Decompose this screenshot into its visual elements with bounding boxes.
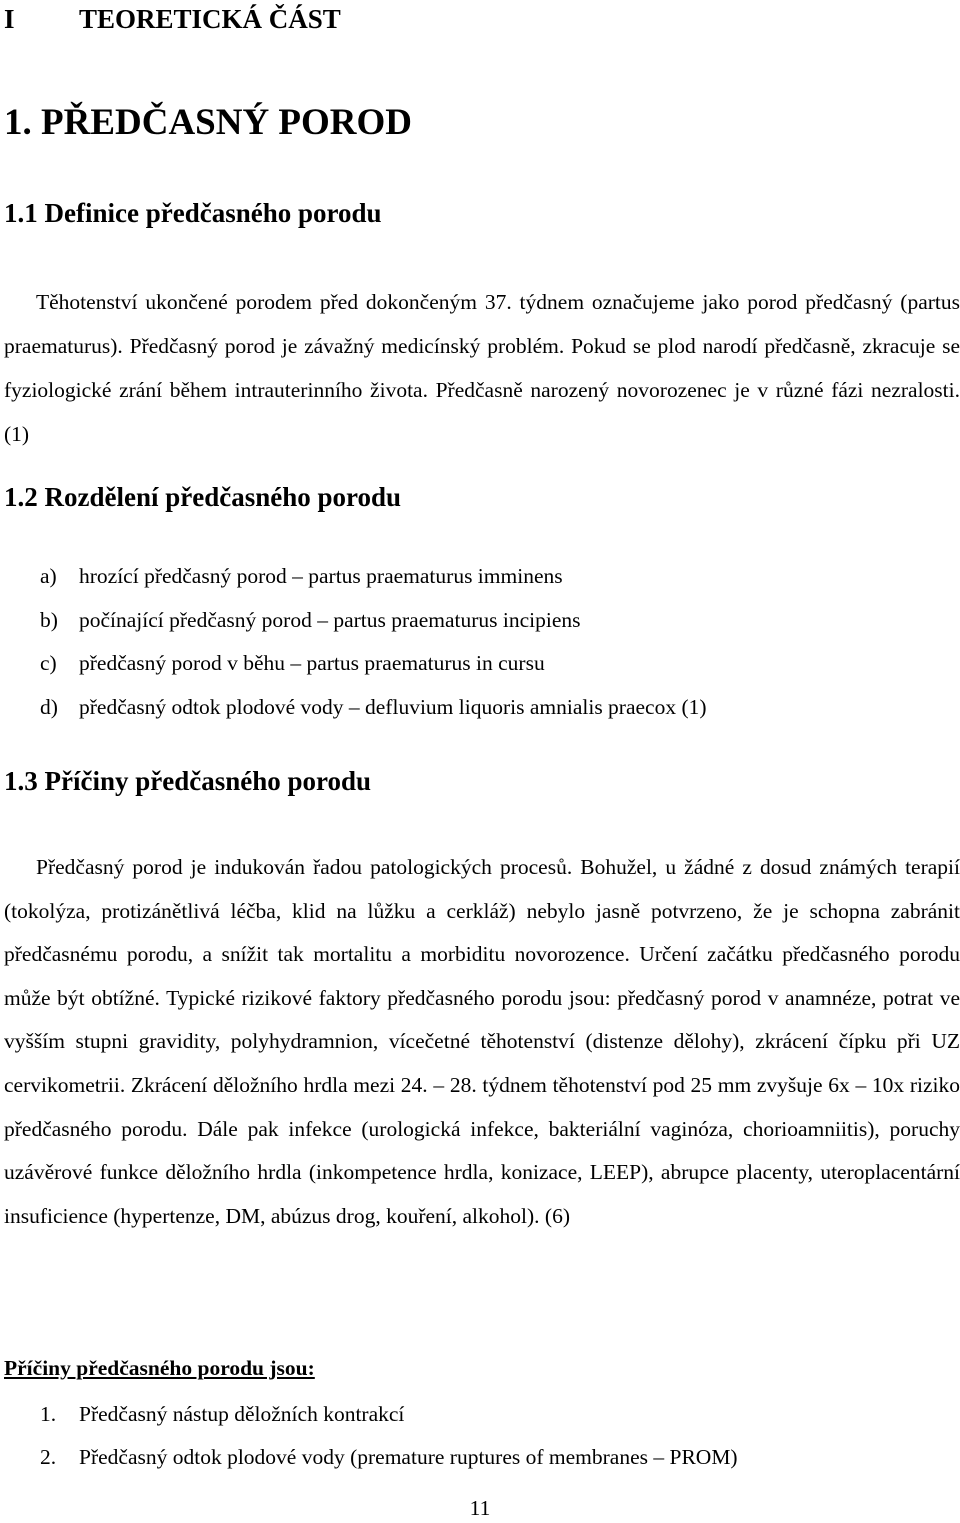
list-item: a) hrozící předčasný porod – partus praematurus imminens	[40, 564, 563, 588]
part-title	[4, 4, 341, 35]
causes-subheading: Příčiny předčasného porodu jsou:	[4, 1356, 315, 1380]
causes-list	[40, 1400, 738, 1486]
list-item: b) počínající předčasný porod – partus praematurus incipiens	[40, 607, 581, 632]
part-title-text: TEORETICKÁ ČÁST	[79, 4, 341, 34]
classification-list	[40, 562, 707, 737]
section-heading-classification: 1.2 Rozdělení předčasného porodu	[4, 482, 402, 512]
chapter-title: 1. PŘEDČASNÝ POROD	[4, 102, 413, 143]
part-number: I	[4, 4, 15, 34]
list-item: 1. Předčasný nástup děložních kontrakcí	[40, 1402, 405, 1426]
paragraph-definition: Těhotenství ukončené porodem před dokončeným 37. týdnem označujeme jako porod předčasný (partus praematurus). Předčasný porod je závažný medicínský problém. Pokud se plod narodí předčasně, zkracuje se fyziologické zrání během intrauterinního života. Předčasně narozený novorozenec je v různé fázi nezralosti. (1)	[4, 290, 960, 446]
section-heading-causes: 1.3 Příčiny předčasného porodu	[4, 766, 372, 796]
list-item: 2. Předčasný odtok plodové vody (premature ruptures of membranes – PROM)	[40, 1445, 738, 1469]
paragraph-causes: Předčasný porod je indukován řadou patologických procesů. Bohužel, u žádné z dosud známých terapií (tokolýza, protizánětlivá léčba, klid na lůžku a cerkláž) nebylo jasně potvrzeno, že je schopna zabránit předčasnému porodu, a snížit tak mortalitu a morbiditu novorozence. Určení začátku předčasného porodu může být obtížné. Typické rizikové faktory předčasného porodu jsou: předčasný porod v anamnéze, potrat ve vyšším stupni gravidity, polyhydramnion, vícečetné těhotenství (distenze dělohy), zkrácení čípku při UZ cervikometrii. Zkrácení děložního hrdla mezi 24. – 28. týdnem těhotenství pod 25 mm zvyšuje 6x – 10x riziko předčasného porodu. Dále pak infekce (urologická infekce, bakteriální vaginóza, chorioamniitis), poruchy uzávěrové funkce děložního hrdla (inkompetence hrdla, konizace, LEEP), abrupce placenty, uteroplacentární insuficience (hypertenze, DM, abúzus drog, kouření, alkohol). (6)	[4, 855, 960, 1228]
list-item: d) předčasný odtok plodové vody – defluvium liquoris amnialis praecox (1)	[40, 695, 707, 720]
section-heading-definition: 1.1 Definice předčasného porodu	[4, 198, 382, 228]
list-item: c) předčasný porod v běhu – partus praematurus in cursu	[40, 651, 545, 676]
page-number: 11	[469, 1496, 491, 1520]
